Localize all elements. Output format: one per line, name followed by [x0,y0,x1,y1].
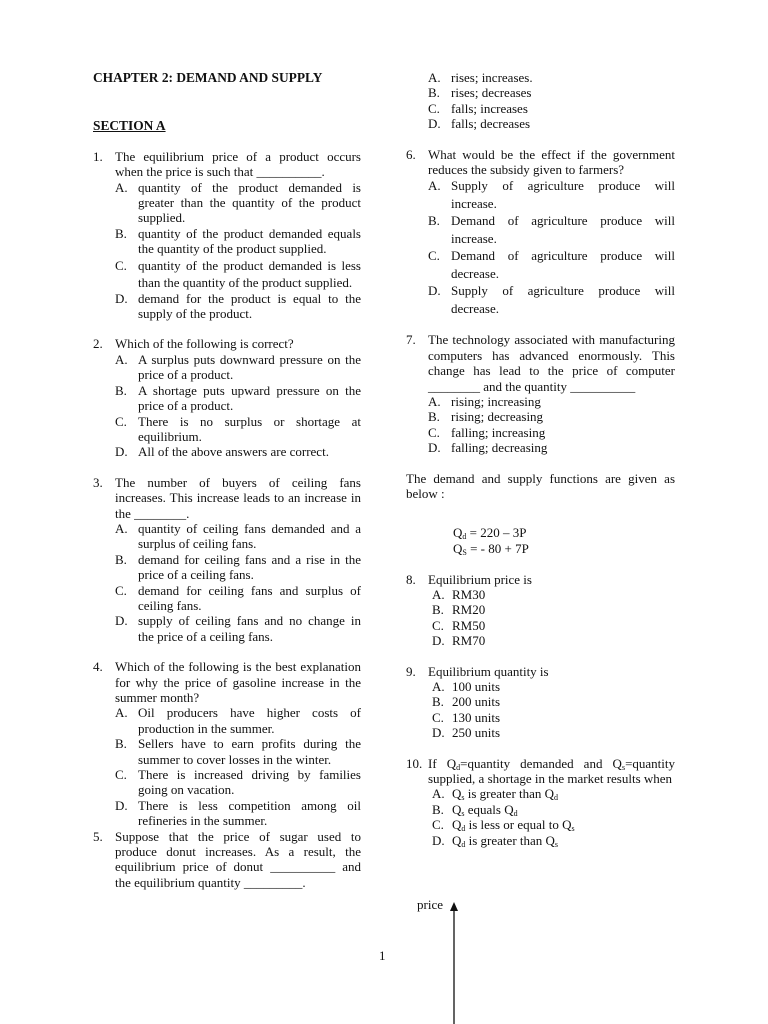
question-6 [406,147,675,318]
option-d: D. falling; decreasing [428,440,548,456]
question-stem: What would be the effect if the government reduces the subsidy given to farmers? [428,146,675,178]
option-c: C. demand for ceiling fans and surplus of ceiling fans. [115,582,361,613]
option-a: A. RM30 [432,586,486,602]
option-d: D. $Q_d$ is greater than $Q_s$ [432,832,559,849]
option-c: C. quantity of the product demanded is less than the quantity of the product supplied. [115,257,361,290]
option-d: D. falls; decreases [428,116,531,132]
question-stem: The technology associated with manufacturing computers has advanced enormously. This change has lead to the price of computer ________ and the quantity __________ [428,332,675,394]
question-5 [93,829,361,891]
option-d: D. RM70 [432,633,486,649]
question-stem: Equilibrium price is [428,571,532,587]
option-a: A. $Q_s$ is greater than $Q_d$ [432,786,559,803]
option-c: C. There is increased driving by families going on vacation. [115,767,361,798]
question-number: 3. [93,474,103,490]
question-stem: If $Q_d=quantity$ demanded and $Q_s=quantity$ supplied, a shortage in the market results when [428,755,675,786]
option-c: C. $Q_d$ is less or equal to $Q_s$ [432,817,575,834]
option-d: D. demand for the product is equal to the supply of the product. [115,290,361,322]
option-b: B. A shortage puts upward pressure on the price of a product. [115,382,361,414]
question-5-options [406,70,675,132]
question-number: 8. [406,571,416,587]
option-a: A. rises; increases. [428,70,533,85]
functions-intro: The demand and supply functions are given as below : [406,470,675,502]
option-d: D. Supply of agriculture produce will decrease. [428,283,675,316]
question-stem: Suppose that the price of sugar used to produce donut increases. As a result, the equilibrium price of donut __________ and the equilibrium quantity _________. [115,828,361,890]
question-stem: Equilibrium quantity is [428,663,549,679]
left-column [93,70,361,890]
question-10 [406,756,675,848]
option-b: B. RM20 [432,602,486,618]
option-a: A. Supply of agriculture produce will increase. [428,178,675,211]
option-a: A. A surplus puts downward pressure on the price of a product. [115,351,361,383]
option-d: D. There is less competition among oil refineries in the summer. [115,797,361,829]
option-a: A. Oil producers have higher costs of production in the summer. [115,705,361,736]
question-4 [93,659,361,828]
option-d: D. 250 units [432,725,501,741]
question-number: 6. [406,146,416,162]
question-2 [93,336,361,459]
question-number: 2. [93,336,103,352]
option-c: C. falling; increasing [428,424,546,440]
option-b: B. Sellers have to earn profits during the summer to cover losses in the winter. [115,736,361,767]
option-c: C. RM50 [432,617,486,633]
option-a: A. quantity of ceiling fans demanded and a surplus of ceiling fans. [115,520,361,552]
supply-function: $Q_S$ = - 80 + 7P [453,540,529,557]
question-number: 9. [406,663,416,679]
option-c: C. Demand of agriculture produce will decrease. [428,248,675,281]
demand-function: $Q_d = 220 - 3P$ [453,524,527,541]
question-3 [93,475,361,644]
price-axis-label: price [417,897,443,912]
arrow-head-icon [450,902,458,911]
option-c: C. falls; increases [428,100,528,116]
question-1 [93,149,361,322]
price-axis-arrow [448,902,460,1024]
option-b: B. Demand of agriculture produce will increase. [428,213,675,246]
question-number: 5. [93,828,103,844]
option-b: B. $Q_s$ equals $Q_d$ [432,801,518,818]
option-c: C. There is no surplus or shortage at equilibrium. [115,413,361,444]
question-number: 4. [93,659,103,675]
option-b: B. demand for ceiling fans and a rise in the price of a ceiling fans. [115,551,361,583]
page-number: 1 [379,948,386,963]
question-number: 10. [406,755,423,771]
section-title: SECTION A [93,118,166,134]
option-b: B. rises; decreases [428,85,532,101]
option-b: B. quantity of the product demanded equals the quantity of the product supplied. [115,225,361,257]
option-b: B. rising; decreasing [428,409,544,425]
option-a: A. rising; increasing [428,394,541,410]
chapter-title: CHAPTER 2: DEMAND AND SUPPLY [93,70,323,85]
question-number: 7. [406,332,416,348]
option-b: B. 200 units [432,694,501,710]
question-stem: The equilibrium price of a product occurs when the price is such that __________. [115,148,361,180]
option-c: C. 130 units [432,709,501,725]
question-8 [406,572,675,649]
right-column [406,70,675,848]
option-d: D. supply of ceiling fans and no change in the price of a ceiling fans. [115,613,361,644]
question-7 [406,332,675,455]
question-number: 1. [93,148,103,164]
option-a: A. quantity of the product demanded is greater than the quantity of the product supplied. [115,179,361,226]
question-stem: The number of buyers of ceiling fans increases. This increase leads to an increase in the ________. [115,474,361,521]
option-a: A. 100 units [432,678,501,694]
question-stem: Which of the following is the best explanation for why the price of gasoline increase in the summer month? [115,659,361,705]
option-d: D. All of the above answers are correct. [115,444,329,460]
question-stem: Which of the following is correct? [115,336,294,352]
question-9 [406,664,675,741]
